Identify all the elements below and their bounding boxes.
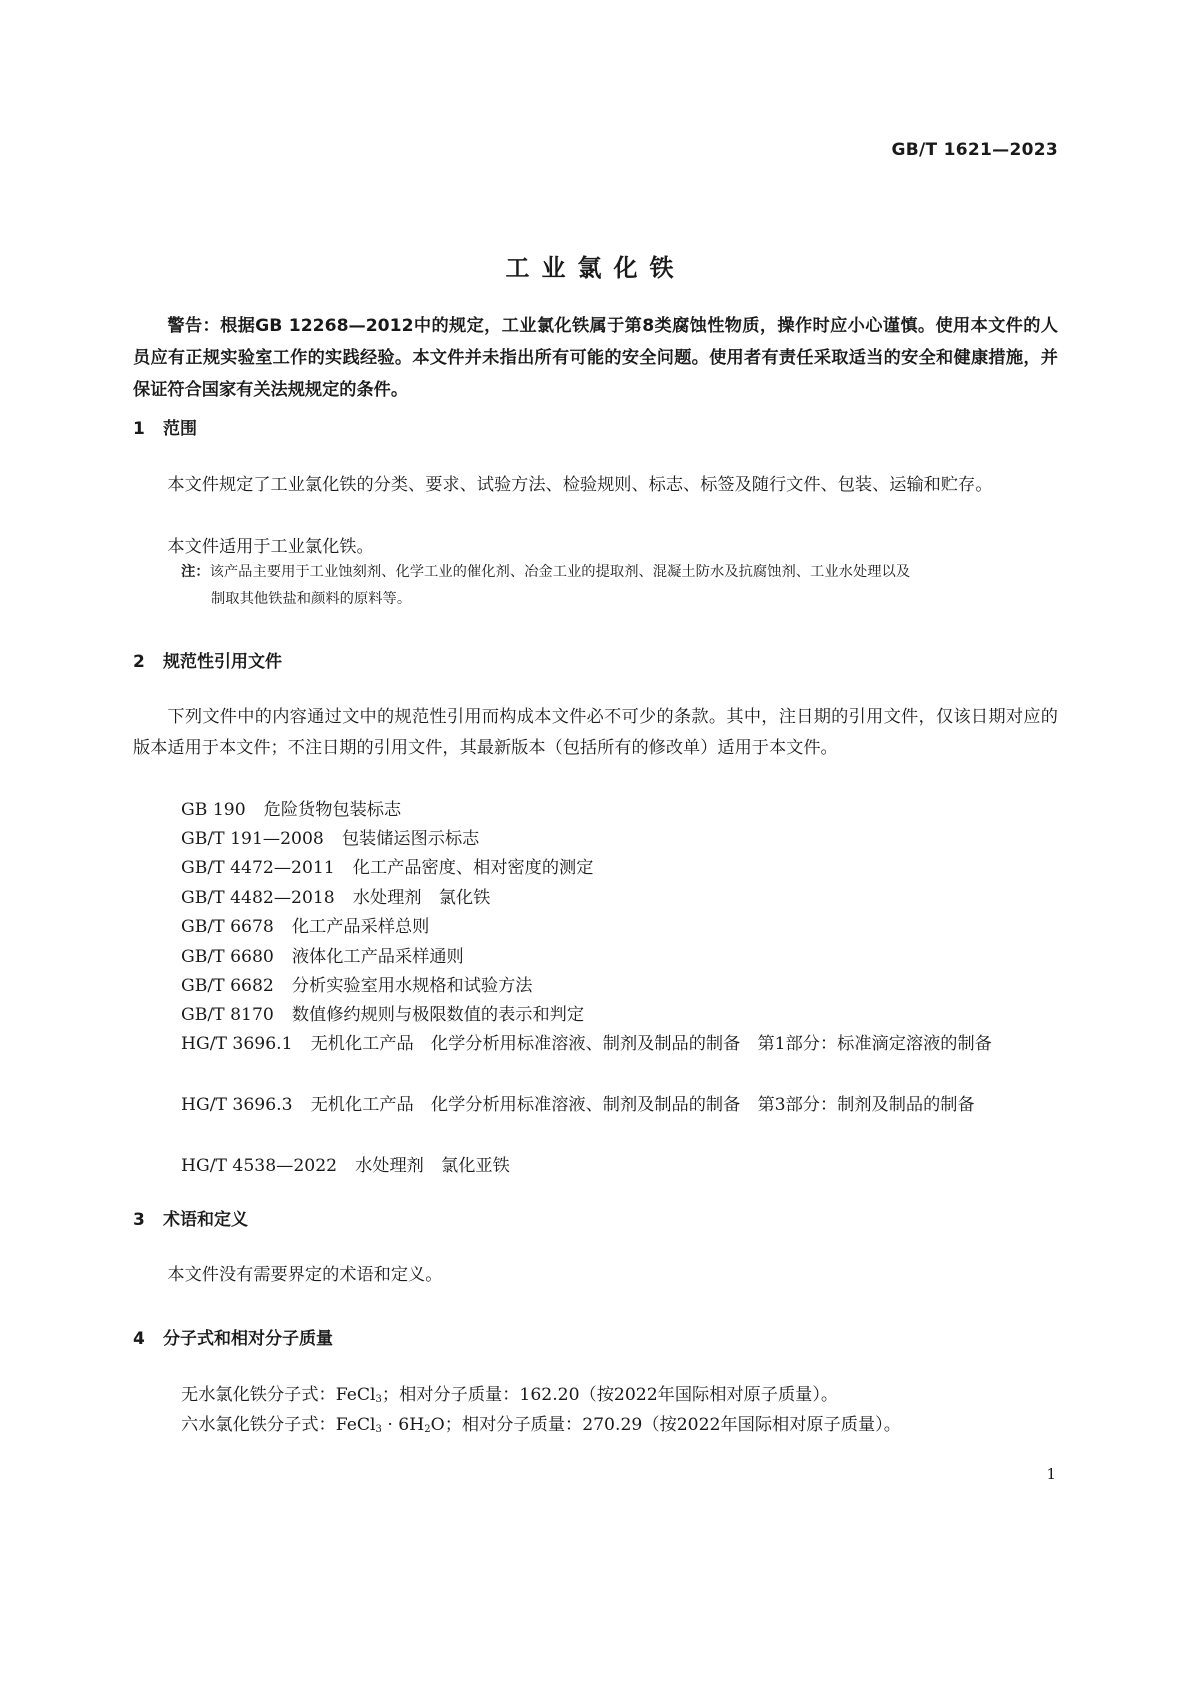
safety-warning: 警告：根据GB 12268—2012中的规定，工业氯化铁属于第8类腐蚀性物质，操作时应小心谨慎。使用本文件的人员应有正规实验室工作的实践经验。本文件并未指出所有可能的安全问题。使用者有责任采取适当的安全和健康措施，并保证符合国家有关法规规定的条件。: [133, 316, 1058, 400]
reference-code: GB/T 4472—2011: [181, 858, 335, 878]
formula-part-c: O: [430, 1415, 445, 1435]
molecular-mass: ；相对分子质量：270.29（按2022年国际相对原子质量）。: [444, 1415, 901, 1435]
reference-item: [181, 942, 464, 973]
reference-code: GB/T 4482—2018: [181, 888, 335, 908]
reference-item: [181, 795, 401, 826]
formula-label: 六水氯化铁分子式：: [181, 1415, 336, 1435]
molecular-mass: ；相对分子质量：162.20（按2022年国际相对原子质量）。: [381, 1385, 839, 1405]
section-number: 2: [133, 652, 145, 672]
applicability-paragraph: 本文件适用于工业氯化铁。: [167, 537, 374, 557]
reference-title: 包装储运图示标志: [341, 829, 480, 849]
note-label: 注：: [181, 564, 210, 580]
scope-paragraph: 本文件规定了工业氯化铁的分类、要求、试验方法、检验规则、标志、标签及随行文件、包装、运输和贮存。: [167, 475, 993, 495]
reference-title: 无机化工产品 化学分析用标准溶液、制剂及制品的制备 第3部分：制剂及制品的制备: [310, 1095, 975, 1115]
formula-label: 无水氯化铁分子式：: [181, 1385, 336, 1405]
reference-code: HG/T 3696.1: [181, 1034, 293, 1054]
page-number: 1: [1046, 1465, 1056, 1483]
note-text-line2: 制取其他铁盐和颜料的原料等。: [211, 591, 412, 607]
formula-subscript: 2: [424, 1424, 431, 1435]
formula-part-b: · 6H: [381, 1415, 425, 1435]
reference-title: 分析实验室用水规格和试验方法: [291, 976, 533, 996]
document-title: 工业氯化铁: [505, 254, 686, 282]
note-text-line1: 该产品主要用于工业蚀刻剂、化学工业的催化剂、冶金工业的提取剂、混凝土防水及抗腐蚀剂、工业水处理以及: [209, 564, 911, 580]
hexahydrate-formula-line: [181, 1410, 901, 1445]
section-title: 术语和定义: [163, 1210, 248, 1230]
reference-title: 水处理剂 氯化亚铁: [355, 1156, 510, 1176]
reference-item: [181, 1000, 584, 1031]
reference-title: 化工产品采样总则: [291, 917, 430, 937]
section-title: 分子式和相对分子质量: [163, 1329, 333, 1349]
reference-code: HG/T 3696.3: [181, 1095, 293, 1115]
reference-item: [133, 1090, 1058, 1121]
reference-title: 数值修约规则与极限数值的表示和判定: [291, 1005, 585, 1025]
section-3-heading: [133, 1205, 248, 1230]
section-1-heading: [133, 414, 197, 439]
section-title: 范围: [163, 419, 197, 439]
reference-code: GB/T 6680: [181, 947, 274, 967]
standard-number: GB/T 1621—2023: [891, 140, 1058, 160]
section-4-heading: [133, 1324, 333, 1349]
section-title: 规范性引用文件: [163, 652, 282, 672]
reference-code: GB/T 6678: [181, 917, 274, 937]
reference-item: [181, 853, 593, 884]
reference-title: 无机化工产品 化学分析用标准溶液、制剂及制品的制备 第1部分：标准滴定溶液的制备: [310, 1034, 992, 1054]
reference-code: GB/T 6682: [181, 976, 274, 996]
reference-item: [181, 824, 479, 855]
section-2-heading: [133, 647, 282, 672]
reference-item: [181, 883, 490, 914]
section-number: 3: [133, 1210, 145, 1230]
scope-note: [181, 559, 1056, 613]
reference-code: HG/T 4538—2022: [181, 1156, 338, 1176]
reference-code: GB/T 8170: [181, 1005, 274, 1025]
reference-title: 危险货物包装标志: [263, 800, 402, 820]
reference-title: 液体化工产品采样通则: [291, 947, 464, 967]
section-number: 1: [133, 419, 145, 439]
formula-part-a: FeCl: [335, 1415, 376, 1435]
reference-code: GB/T 191—2008: [181, 829, 324, 849]
reference-code: GB 190: [181, 800, 246, 820]
reference-item: [181, 971, 532, 1002]
reference-title: 水处理剂 氯化铁: [352, 888, 491, 908]
reference-item: [181, 1151, 510, 1182]
terms-paragraph: 本文件没有需要界定的术语和定义。: [167, 1265, 443, 1285]
formula-main: FeCl: [335, 1385, 376, 1405]
reference-item: [181, 912, 429, 943]
reference-item: [133, 1029, 1058, 1060]
reference-title: 化工产品密度、相对密度的测定: [352, 858, 594, 878]
references-intro: 下列文件中的内容通过文中的规范性引用而构成本文件必不可少的条款。其中，注日期的引用文件，仅该日期对应的版本适用于本文件；不注日期的引用文件，其最新版本（包括所有的修改单）适用于本文件。: [133, 707, 1058, 758]
formula-subscript: 3: [375, 1424, 382, 1435]
section-number: 4: [133, 1329, 145, 1349]
formula-subscript: 3: [375, 1394, 382, 1405]
